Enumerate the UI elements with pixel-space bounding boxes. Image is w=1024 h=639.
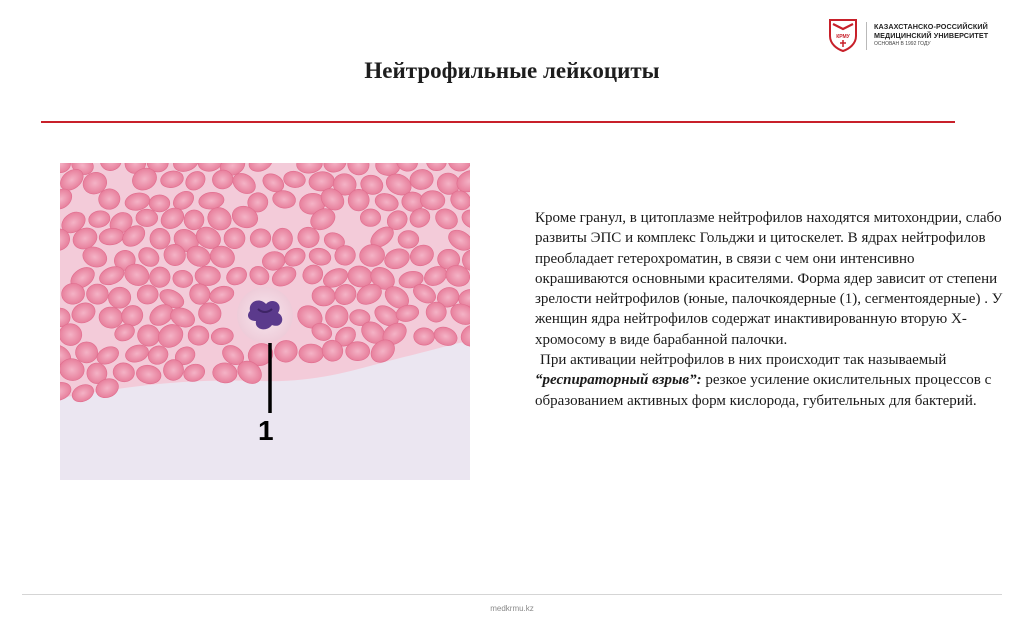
- paragraph-1: Кроме гранул, в цитоплазме нейтрофилов находятся митохондрии, слабо развиты ЭПС и комплекс Гольджи и цитоскелет. В ядрах нейтрофилов преобладает гетерохроматин, в связи с чем они интенсивно окрашиваются основными красителями. Форма ядер зависит от степени зрелости нейтрофилов (юные, палочкоядерные (1), сегментоядерные) . У женщин ядра нейтрофилов содержат инактивированную вторую Х-хромосому в виде барабанной палочки.: [535, 210, 1003, 348]
- slide-title: Нейтрофильные лейкоциты: [364, 58, 660, 83]
- paragraph-2-rest: резкое усиление окислительных процессов с образованием активных форм кислорода, губительных для бактерий.: [535, 372, 992, 409]
- red-blood-cell: [195, 266, 221, 286]
- university-logo: [828, 18, 1018, 58]
- title-underline: [41, 121, 955, 123]
- footer-divider: [22, 594, 1002, 595]
- respiratory-burst-term: “респираторный взрыв”:: [535, 372, 702, 389]
- logo-line2: МЕДИЦИНСКИЙ УНИВЕРСИТЕТ: [874, 31, 989, 40]
- logo-shield-text: КРМУ: [836, 34, 850, 40]
- red-blood-cell: [398, 230, 419, 248]
- red-blood-cell: [149, 195, 170, 212]
- red-blood-cell: [76, 342, 98, 363]
- paragraph-2-lead: При активации нейтрофилов в них происходит так называемый: [540, 352, 947, 369]
- red-blood-cell: [346, 341, 370, 360]
- logo-founded: ОСНОВАН В 1992 ГОДУ: [874, 41, 931, 47]
- description-text: [535, 208, 1005, 411]
- logo-line1: КАЗАХСТАНСКО-РОССИЙСКИЙ: [874, 22, 988, 31]
- red-blood-cell: [414, 328, 435, 346]
- neutrophil: [237, 287, 293, 343]
- shield-logo-icon: [828, 18, 858, 52]
- logo-divider: [866, 22, 867, 50]
- figure-marker-1: 1: [258, 415, 274, 446]
- footer-site: medkrmu.kz: [490, 604, 534, 613]
- red-blood-cell: [360, 209, 380, 227]
- red-blood-cell: [299, 344, 324, 363]
- logo-text: [874, 22, 988, 49]
- paragraph-2: [535, 350, 1005, 411]
